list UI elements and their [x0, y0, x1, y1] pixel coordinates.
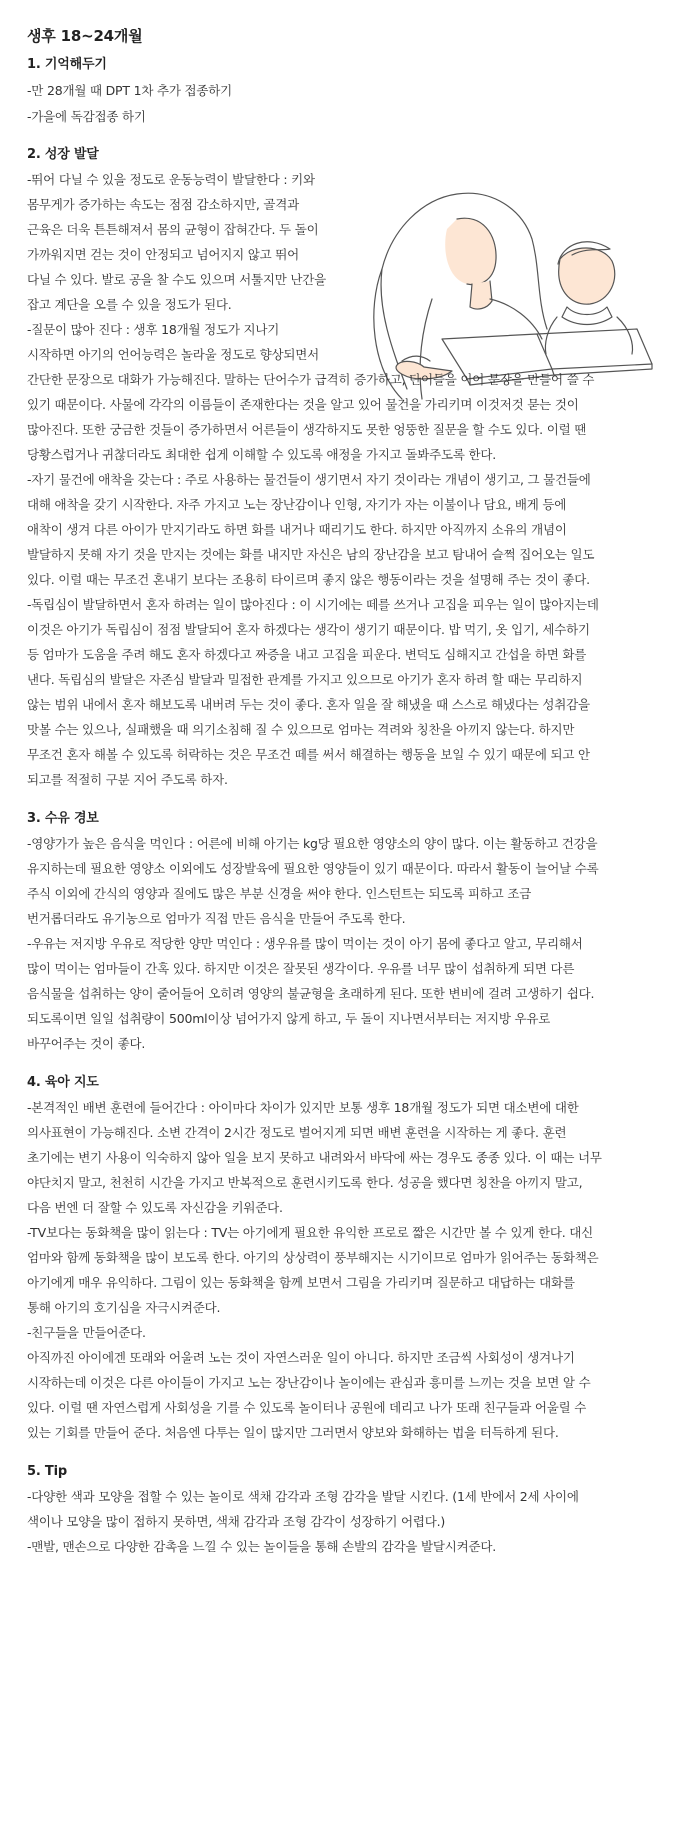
text-line: 아직까진 아이에겐 또래와 어울려 노는 것이 자연스러운 일이 아니다. 하지만 조금씩 사회성이 생겨나기 [27, 1350, 575, 1365]
text-line: 유지하는데 필요한 영양소 이외에도 성장발육에 필요한 영양들이 있기 때문이다. 따라서 활동이 늘어날 수록 [27, 861, 599, 876]
text-line: 애착이 생겨 다른 아이가 만지기라도 하면 화를 내거나 때리기도 한다. 하지만 아직까지 소유의 개념이 [27, 522, 567, 537]
text-line: 낸다. 독립심의 발달은 자존심 발달과 밀접한 관계를 가지고 있으므로 아기가 혼자 하려 할 때는 무리하지 [27, 672, 583, 687]
text-line: 되고를 적절히 구분 지어 주도록 하자. [27, 772, 228, 787]
text-line: 바꾸어주는 것이 좋다. [27, 1036, 146, 1051]
text-line: 다음 번엔 더 잘할 수 있도록 자신감을 키워준다. [27, 1200, 283, 1215]
text-line: -만 28개월 때 DPT 1차 추가 접종하기 [27, 83, 233, 98]
text-line: 무조건 혼자 해볼 수 있도록 허락하는 것은 무조건 떼를 써서 해결하는 행동을 보일 수 있기 때문에 되고 안 [27, 747, 590, 762]
text-line: -자기 물건에 애착을 갖는다 : 주로 사용하는 물건들이 생기면서 자기 것이라는 개념이 생기고, 그 물건들에 [27, 472, 591, 487]
text-line: 이것은 아기가 독립심이 점점 발달되어 혼자 하겠다는 생각이 생기기 때문이다. 밥 먹기, 옷 입기, 세수하기 [27, 622, 590, 637]
text-line: 많아진다. 또한 궁금한 것들이 증가하면서 어른들이 생각하지도 못한 엉뚱한 질문을 할 수도 있다. 이럴 땐 [27, 422, 587, 437]
text-line: 대해 애착을 갖기 시작한다. 자주 가지고 노는 장난감이나 인형, 자기가 자는 이불이나 담요, 배게 등에 [27, 497, 567, 512]
text-line: -맨발, 맨손으로 다양한 감촉을 느낄 수 있는 놀이들을 통해 손발의 감각을 발달시켜준다. [27, 1539, 496, 1554]
text-line: 아기에게 매우 유익하다. 그림이 있는 동화책을 함께 보면서 그림을 가리키며 질문하고 대답하는 대화를 [27, 1275, 575, 1290]
text-line: -친구들을 만들어준다. [27, 1325, 146, 1340]
text-line: 초기에는 변기 사용이 익숙하지 않아 일을 보지 못하고 내려와서 바닥에 싸는 경우도 종종 있다. 이 때는 너무 [27, 1150, 602, 1165]
text-line: 번거롭더라도 유기농으로 엄마가 직접 만든 음식을 만들어 주도록 한다. [27, 911, 406, 926]
section-heading: 5. Tip [27, 1464, 67, 1479]
text-line: 색이나 모양을 많이 접하지 못하면, 색채 감각과 조형 감각이 성장하기 어렵다.) [27, 1514, 446, 1529]
section-heading: 3. 수유 경보 [27, 811, 99, 826]
text-line: 가까워지면 걷는 것이 안정되고 넘어지지 않고 뛰어 [27, 247, 300, 262]
text-line: 시작하면 아기의 언어능력은 놀라울 정도로 향상되면서 [27, 347, 319, 362]
section-heading: 2. 성장 발달 [27, 147, 99, 162]
text-line: 엄마와 함께 동화책을 많이 보도록 한다. 아기의 상상력이 풍부해지는 시기이므로 엄마가 읽어주는 동화책은 [27, 1250, 599, 1265]
text-line: -우유는 저지방 우유로 적당한 양만 먹인다 : 생우유를 많이 먹이는 것이 아기 몸에 좋다고 알고, 무리해서 [27, 936, 583, 951]
text-line: -다양한 색과 모양을 접할 수 있는 놀이로 색채 감각과 조형 감각을 발달 시킨다. (1세 반에서 2세 사이에 [27, 1489, 579, 1504]
text-line: 있다. 이럴 땐 자연스럽게 사회성을 기를 수 있도록 놀이터나 공원에 데리고 나가 또래 친구들과 어울릴 수 [27, 1400, 587, 1415]
text-line: 있기 때문이다. 사물에 각각의 이름들이 존재한다는 것을 알고 있어 물건을 가리키며 이것저것 묻는 것이 [27, 397, 579, 412]
text-line: 많이 먹이는 엄마들이 간혹 있다. 하지만 이것은 잘못된 생각이다. 우유를 너무 많이 섭취하게 되면 다른 [27, 961, 575, 976]
text-line: 야단치지 말고, 천천히 시간을 가지고 반복적으로 훈련시키도록 한다. 성공을 했다면 칭찬을 아끼지 말고, [27, 1175, 583, 1190]
text-line: 맛볼 수는 있으나, 실패했을 때 의기소침해 질 수 있으므로 엄마는 격려와 칭찬을 아끼지 않는다. 하지만 [27, 722, 575, 737]
text-line: 간단한 문장으로 대화가 가능해진다. 말하는 단어수가 급격히 증가하고, 단어들을 이어 문장을 만들어 쓸 수 [27, 372, 595, 387]
text-line: 등 엄마가 도움을 주려 해도 혼자 하겠다고 짜증을 내고 고집을 피운다. 변덕도 심해지고 간섭을 하면 화를 [27, 647, 587, 662]
text-line: 있는 기회를 만들어 준다. 처음엔 다투는 일이 많지만 그러면서 양보와 화해하는 법을 터득하게 된다. [27, 1425, 559, 1440]
text-line: 주식 이외에 간식의 영양과 질에도 많은 부분 신경을 써야 한다. 인스턴트는 되도록 피하고 조금 [27, 886, 532, 901]
section-heading: 4. 육아 지도 [27, 1075, 99, 1090]
text-line: 근육은 더욱 튼튼해져서 몸의 균형이 잡혀간다. 두 돌이 [27, 222, 319, 237]
text-line: 발달하지 못해 자기 것을 만지는 것에는 화를 내지만 자신은 남의 장난감을 보고 탐내어 슬쩍 집어오는 일도 [27, 547, 595, 562]
text-line: -질문이 많아 진다 : 생후 18개월 정도가 지나기 [27, 322, 280, 337]
text-line: 있다. 이럴 때는 무조건 혼내기 보다는 조용히 타이르며 좋지 않은 행동이라는 것을 설명해 주는 것이 좋다. [27, 572, 590, 587]
text-line: 당황스럽거나 귀찮더라도 최대한 쉽게 이해할 수 있도록 애정을 가지고 돌봐주도록 한다. [27, 447, 497, 462]
text-line: 음식물을 섭취하는 양이 줄어들어 오히려 영양의 불균형을 초래하게 된다. 또한 변비에 걸려 고생하기 쉽다. [27, 986, 595, 1001]
text-line: 의사표현이 가능해진다. 소변 간격이 2시간 정도로 벌어지게 되면 배변 훈련을 시작하는 게 좋다. 훈련 [27, 1125, 567, 1140]
text-line: 되도록이면 일일 섭취량이 500ml이상 넘어가지 않게 하고, 두 돌이 지나면서부터는 저지방 우유로 [27, 1011, 551, 1026]
text-line: -독립심이 발달하면서 혼자 하려는 일이 많아진다 : 이 시기에는 떼를 쓰거나 고집을 피우는 일이 많아지는데 [27, 597, 599, 612]
text-line: 시작하는데 이것은 다른 아이들이 가지고 노는 장난감이나 놀이에는 관심과 흥미를 느끼는 것을 보면 알 수 [27, 1375, 591, 1390]
page-title: 생후 18~24개월 [27, 27, 143, 45]
text-line: 다닐 수 있다. 발로 공을 찰 수도 있으며 서툴지만 난간을 [27, 272, 326, 287]
section-heading: 1. 기억해두기 [27, 57, 107, 72]
text-line: 않는 범위 내에서 혼자 해보도록 내버려 두는 것이 좋다. 혼자 일을 잘 해냈을 때 스스로 해냈다는 성취감을 [27, 697, 590, 712]
text-line: -본격적인 배변 훈련에 들어간다 : 아이마다 차이가 있지만 보통 생후 18개월 정도가 되면 대소변에 대한 [27, 1100, 579, 1115]
text-line: 통해 아기의 호기심을 자극시켜준다. [27, 1300, 221, 1315]
text-line: -TV보다는 동화책을 많이 읽는다 : TV는 아기에게 필요한 유익한 프로로 짧은 시간만 볼 수 있게 한다. 대신 [27, 1225, 594, 1240]
text-line: -뛰어 다닐 수 있을 정도로 운동능력이 발달한다 : 키와 [27, 172, 315, 187]
text-line: 몸무게가 증가하는 속도는 점점 감소하지만, 골격과 [27, 197, 300, 212]
text-line: -영양가가 높은 음식을 먹인다 : 어른에 비해 아기는 kg당 필요한 영양소의 양이 많다. 이는 활동하고 건강을 [27, 836, 598, 851]
text-line: 잡고 계단을 오를 수 있을 정도가 된다. [27, 297, 232, 312]
text-line: -가을에 독감접종 하기 [27, 109, 146, 124]
